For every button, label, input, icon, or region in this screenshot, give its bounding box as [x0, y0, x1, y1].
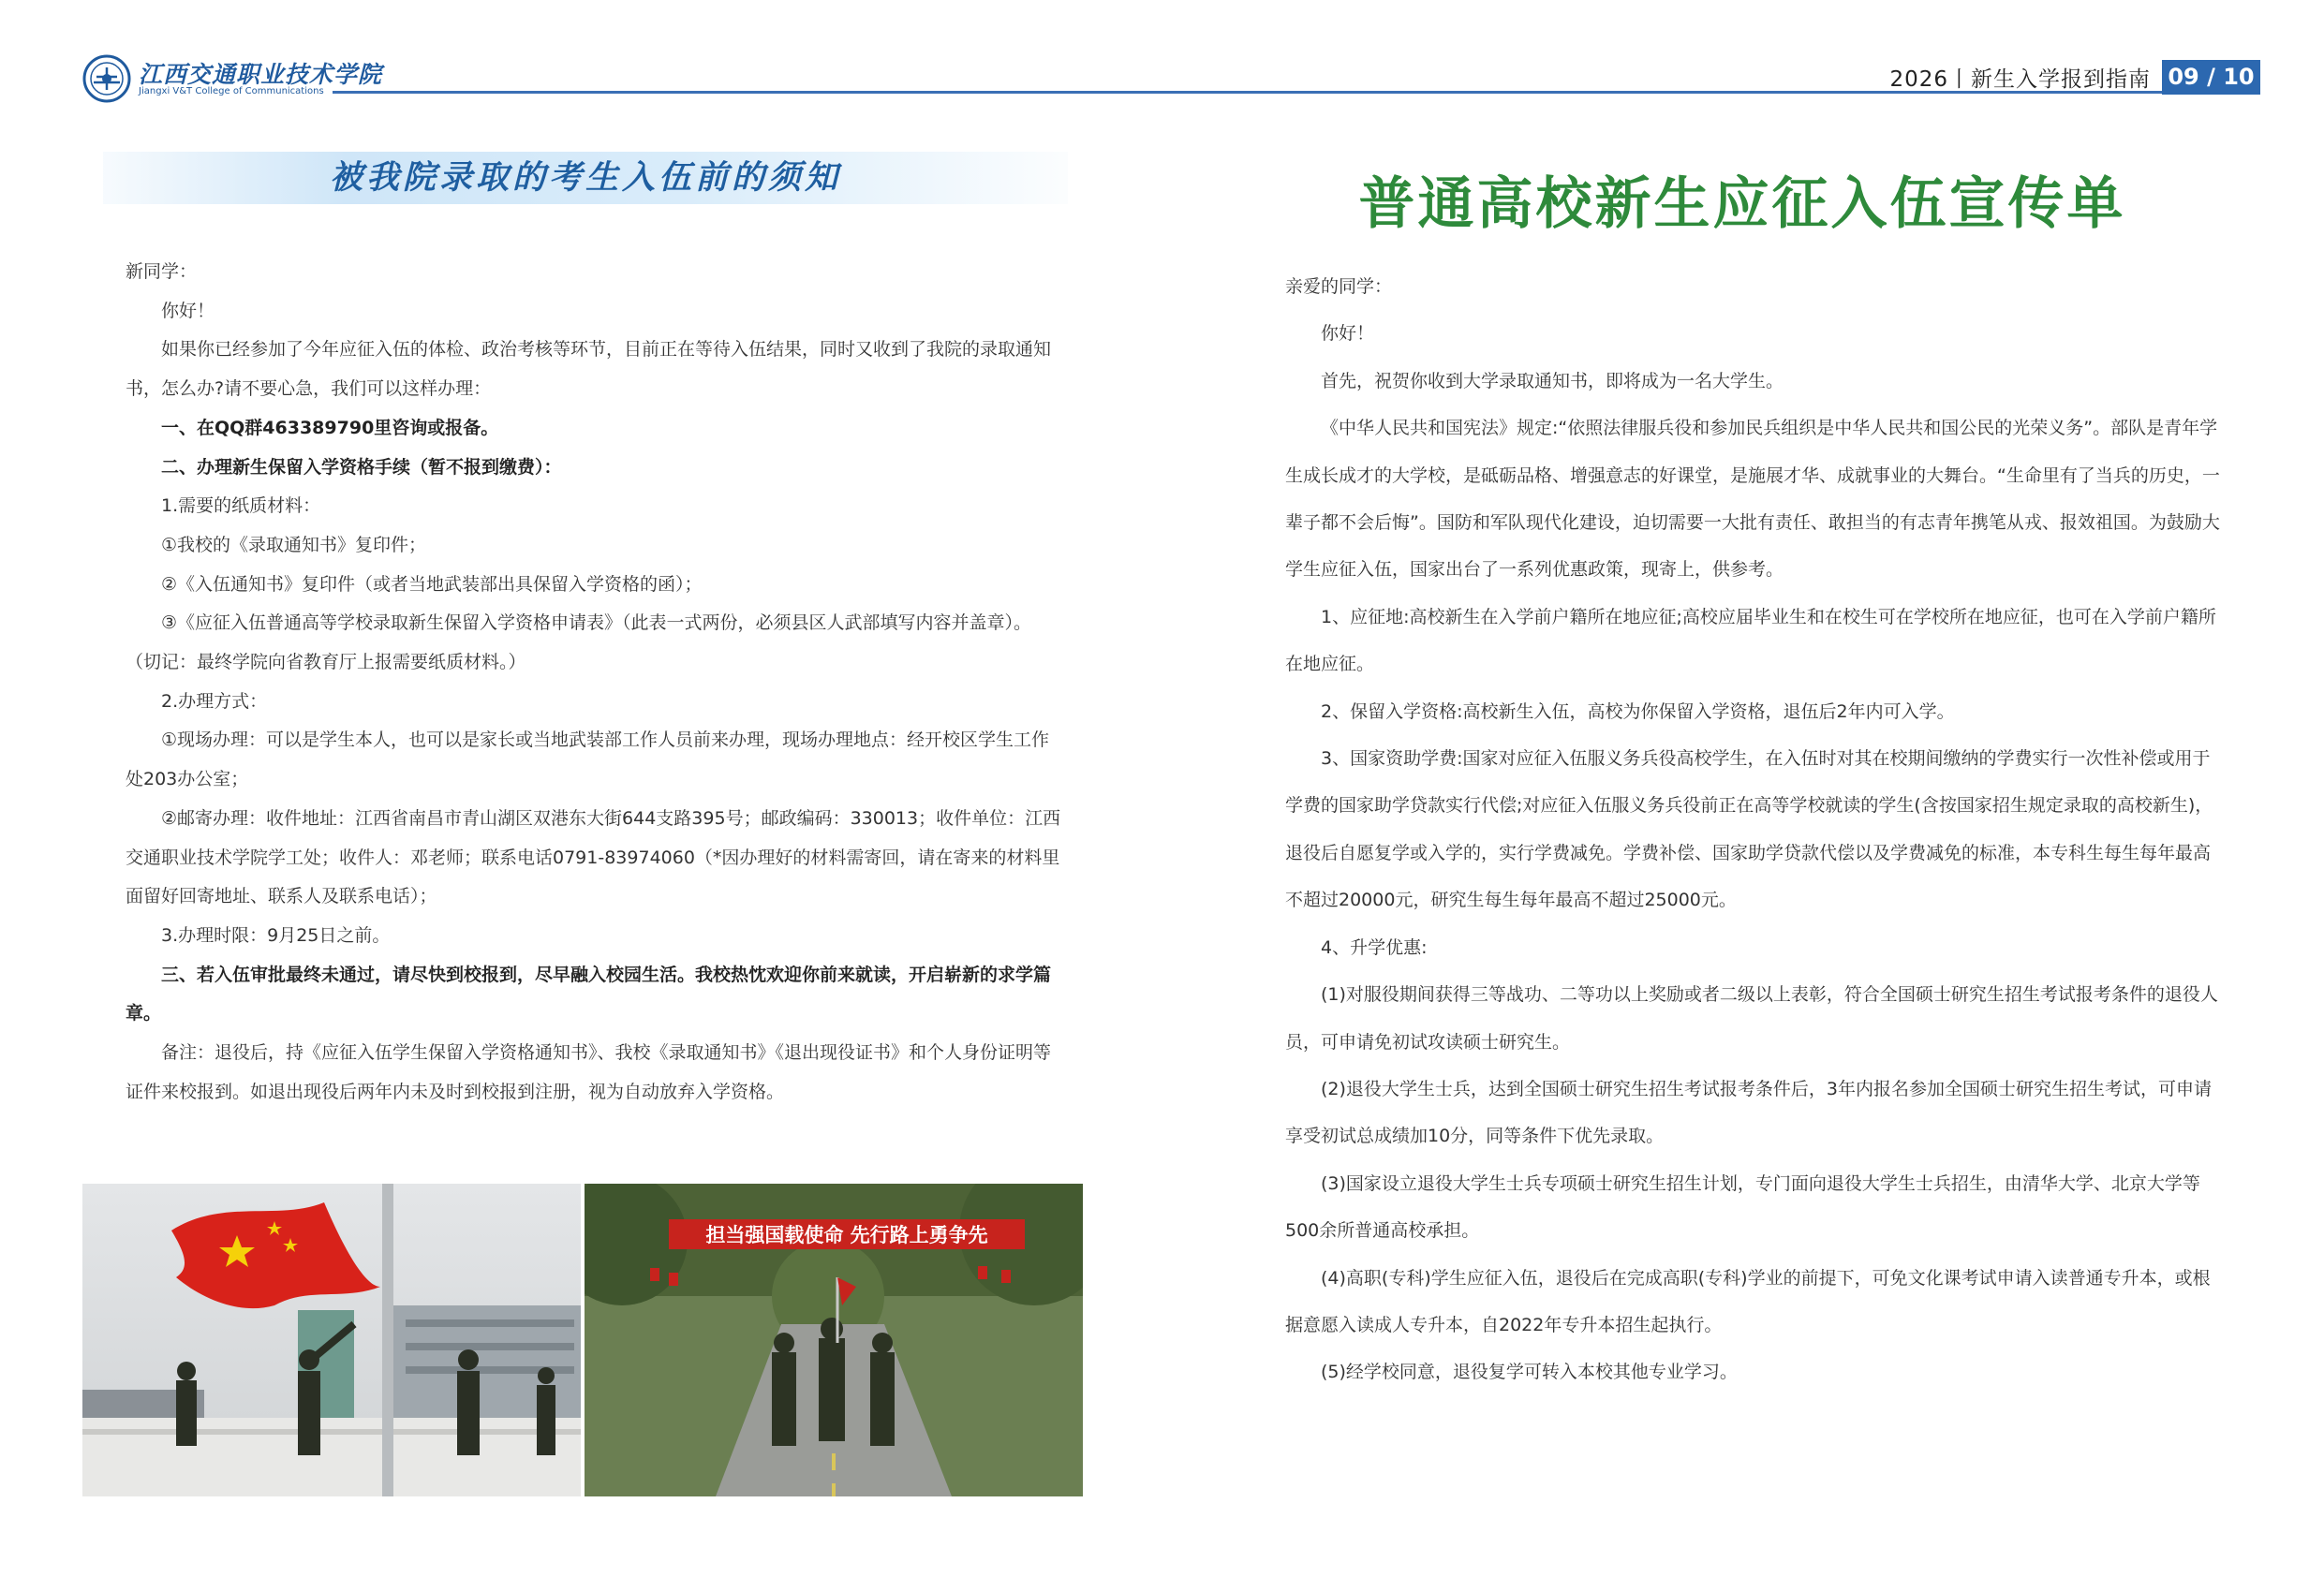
school-emblem-icon: [82, 54, 131, 103]
march-photo: [585, 1184, 1083, 1496]
step-one-heading: 一、在QQ群463389790里咨询或报备。: [161, 417, 499, 438]
further-study-item: (2)退役大学生士兵，达到全国硕士研究生招生考试报考条件后，3年内报名参加全国硕士研究生招生考试，可申请享受初试总成绩加10分，同等条件下优先录取。: [1285, 1078, 2213, 1147]
right-section-title: 普通高校新生应征入伍宣传单: [1358, 171, 2126, 237]
methods-heading: 2.办理方式：: [161, 690, 268, 712]
policy-keep-admission: 2、保留入学资格:高校新生入伍，高校为你保留入学资格，退伍后2年内可入学。: [1321, 700, 1955, 722]
step-two-heading: 二、办理新生保留入学资格手续（暂不报到缴费）：: [161, 456, 562, 478]
policy-tuition-aid: 3、国家资助学费:国家对应征入伍服义务兵役高校学生，在入伍时对其在校期间缴纳的学费实行一次性补偿或用于学费的国家助学贷款实行代偿;对应征入伍服义务兵役前正在高等学校就读的学生(含按国家招生规定录取的高校新生)，退役后自愿复学或入学的，实行学费减免。学费补偿、国家助学贷款代偿以及学费减免的标准，本专科生每生每年最高不超过20000元，研究生每生每年最高不超过25000元。: [1285, 748, 2213, 911]
further-study-item: (4)高职(专科)学生应征入伍，退役后在完成高职(专科)学业的前提下，可免文化课考试申请入读普通专升本，或根据意愿入读成人专升本，自2022年专升本招生起执行。: [1285, 1267, 2211, 1335]
further-study-item: (5)经学校同意，退役复学可转入本校其他专业学习。: [1321, 1362, 1738, 1383]
further-study-item: (1)对服役期间获得三等战功、二等功以上奖励或者二级以上表彰，符合全国硕士研究生招生考试报考条件的退役人员，可申请免初试攻读硕士研究生。: [1285, 984, 2218, 1053]
material-item: ①我校的《录取通知书》复印件；: [161, 534, 427, 555]
left-section-title: 被我院录取的考生入伍前的须知: [329, 159, 841, 197]
policy-enlistment-place: 1、应征地:高校新生在入学前户籍所在地应征;高校应届毕业生和在校生可在学校所在地应征，也可在入学前户籍所在地应征。: [1285, 606, 2216, 675]
greeting-salutation: 亲爱的同学：: [1285, 276, 1393, 297]
page-number-badge: 09 / 10: [2162, 60, 2260, 95]
method-onsite: ①现场办理：可以是学生本人，也可以是家长或当地武装部工作人员前来办理，现场办理地点：经开校区学生工作处203办公室；: [126, 730, 1050, 790]
method-mail: ②邮寄办理：收件地址：江西省南昌市青山湖区双港东大街644支路395号；邮政编码：330013；收件单位：江西交通职业技术学院学工处；收件人：邓老师；联系电话0791-83974060（*因办理好的材料需寄回，请在寄来的材料里面留好回寄地址、联系人及联系电话）；: [126, 807, 1061, 907]
remark-paragraph: 备注：退役后，持《应征入伍学生保留入学资格通知书》、我校《录取通知书》《退出现役证书》和个人身份证明等证件来校报到。如退出现役后两年内未及时到校报到注册，视为自动放弃入学资格。: [126, 1042, 1052, 1102]
materials-heading: 1.需要的纸质材料：: [161, 495, 321, 517]
material-item: ②《入伍通知书》复印件（或者当地武装部出具保留入学资格的函）；: [161, 573, 703, 595]
material-item: ③《应征入伍普通高等学校录取新生保留入学资格申请表》（此表一式两份，必须县区人武部填写内容并盖章）。: [161, 612, 1032, 634]
congrats-paragraph: 首先，祝贺你收到大学录取通知书，即将成为一名大学生。: [1321, 370, 1784, 391]
flag-raising-photo: [82, 1184, 581, 1496]
photo-banner-text: 担当强国载使命 先行路上勇争先: [705, 1224, 988, 1246]
deadline: 3.办理时限：9月25日之前。: [161, 924, 391, 946]
left-article: [126, 253, 1062, 1112]
constitution-paragraph: 《中华人民共和国宪法》规定:“依照法律服兵役和参加民兵组织是中华人民共和国公民的光荣义务”。部队是青年学生成长成才的大学校，是砥砺品格、增强意志的好课堂，是施展才华、成就事业的大舞台。“生命里有了当兵的历史，一辈子都不会后悔”。国防和军队现代化建设，迫切需要一大批有责任、敢担当的有志青年携笔从戎、报效祖国。为鼓励大学生应征入伍，国家出台了一系列优惠政策，现寄上，供参考。: [1285, 418, 2220, 581]
school-name: 江西交通职业技术学院: [139, 61, 383, 88]
right-article: [1285, 263, 2222, 1396]
step-three-heading: 三、若入伍审批最终未通过，请尽快到校报到，尽早融入校园生活。我校热忱欢迎你前来就读，开启崭新的求学篇章。: [126, 964, 1052, 1024]
school-name-english: Jiangxi V&T College of Communications: [139, 86, 324, 96]
greeting-salutation: 新同学：: [126, 261, 198, 282]
greeting: 你好！: [1321, 323, 1375, 345]
policy-further-study: 4、升学优惠:: [1321, 936, 1428, 958]
materials-note: （切记：最终学院向省教育厅上报需要纸质材料。）: [126, 652, 526, 673]
further-study-item: (3)国家设立退役大学生士兵专项硕士研究生招生计划，专门面向退役大学生士兵招生，由清华大学、北京大学等500余所普通高校承担。: [1285, 1172, 2200, 1242]
left-title-banner: [103, 152, 1068, 204]
greeting: 你好！: [161, 300, 215, 321]
intro-paragraph: 如果你已经参加了今年应征入伍的体检、政治考核等环节，目前正在等待入伍结果，同时又收到了我院的录取通知书，怎么办?请不要心急，我们可以这样办理：: [126, 339, 1052, 400]
guide-title: 2026丨新生入学报到指南: [1889, 67, 2151, 92]
